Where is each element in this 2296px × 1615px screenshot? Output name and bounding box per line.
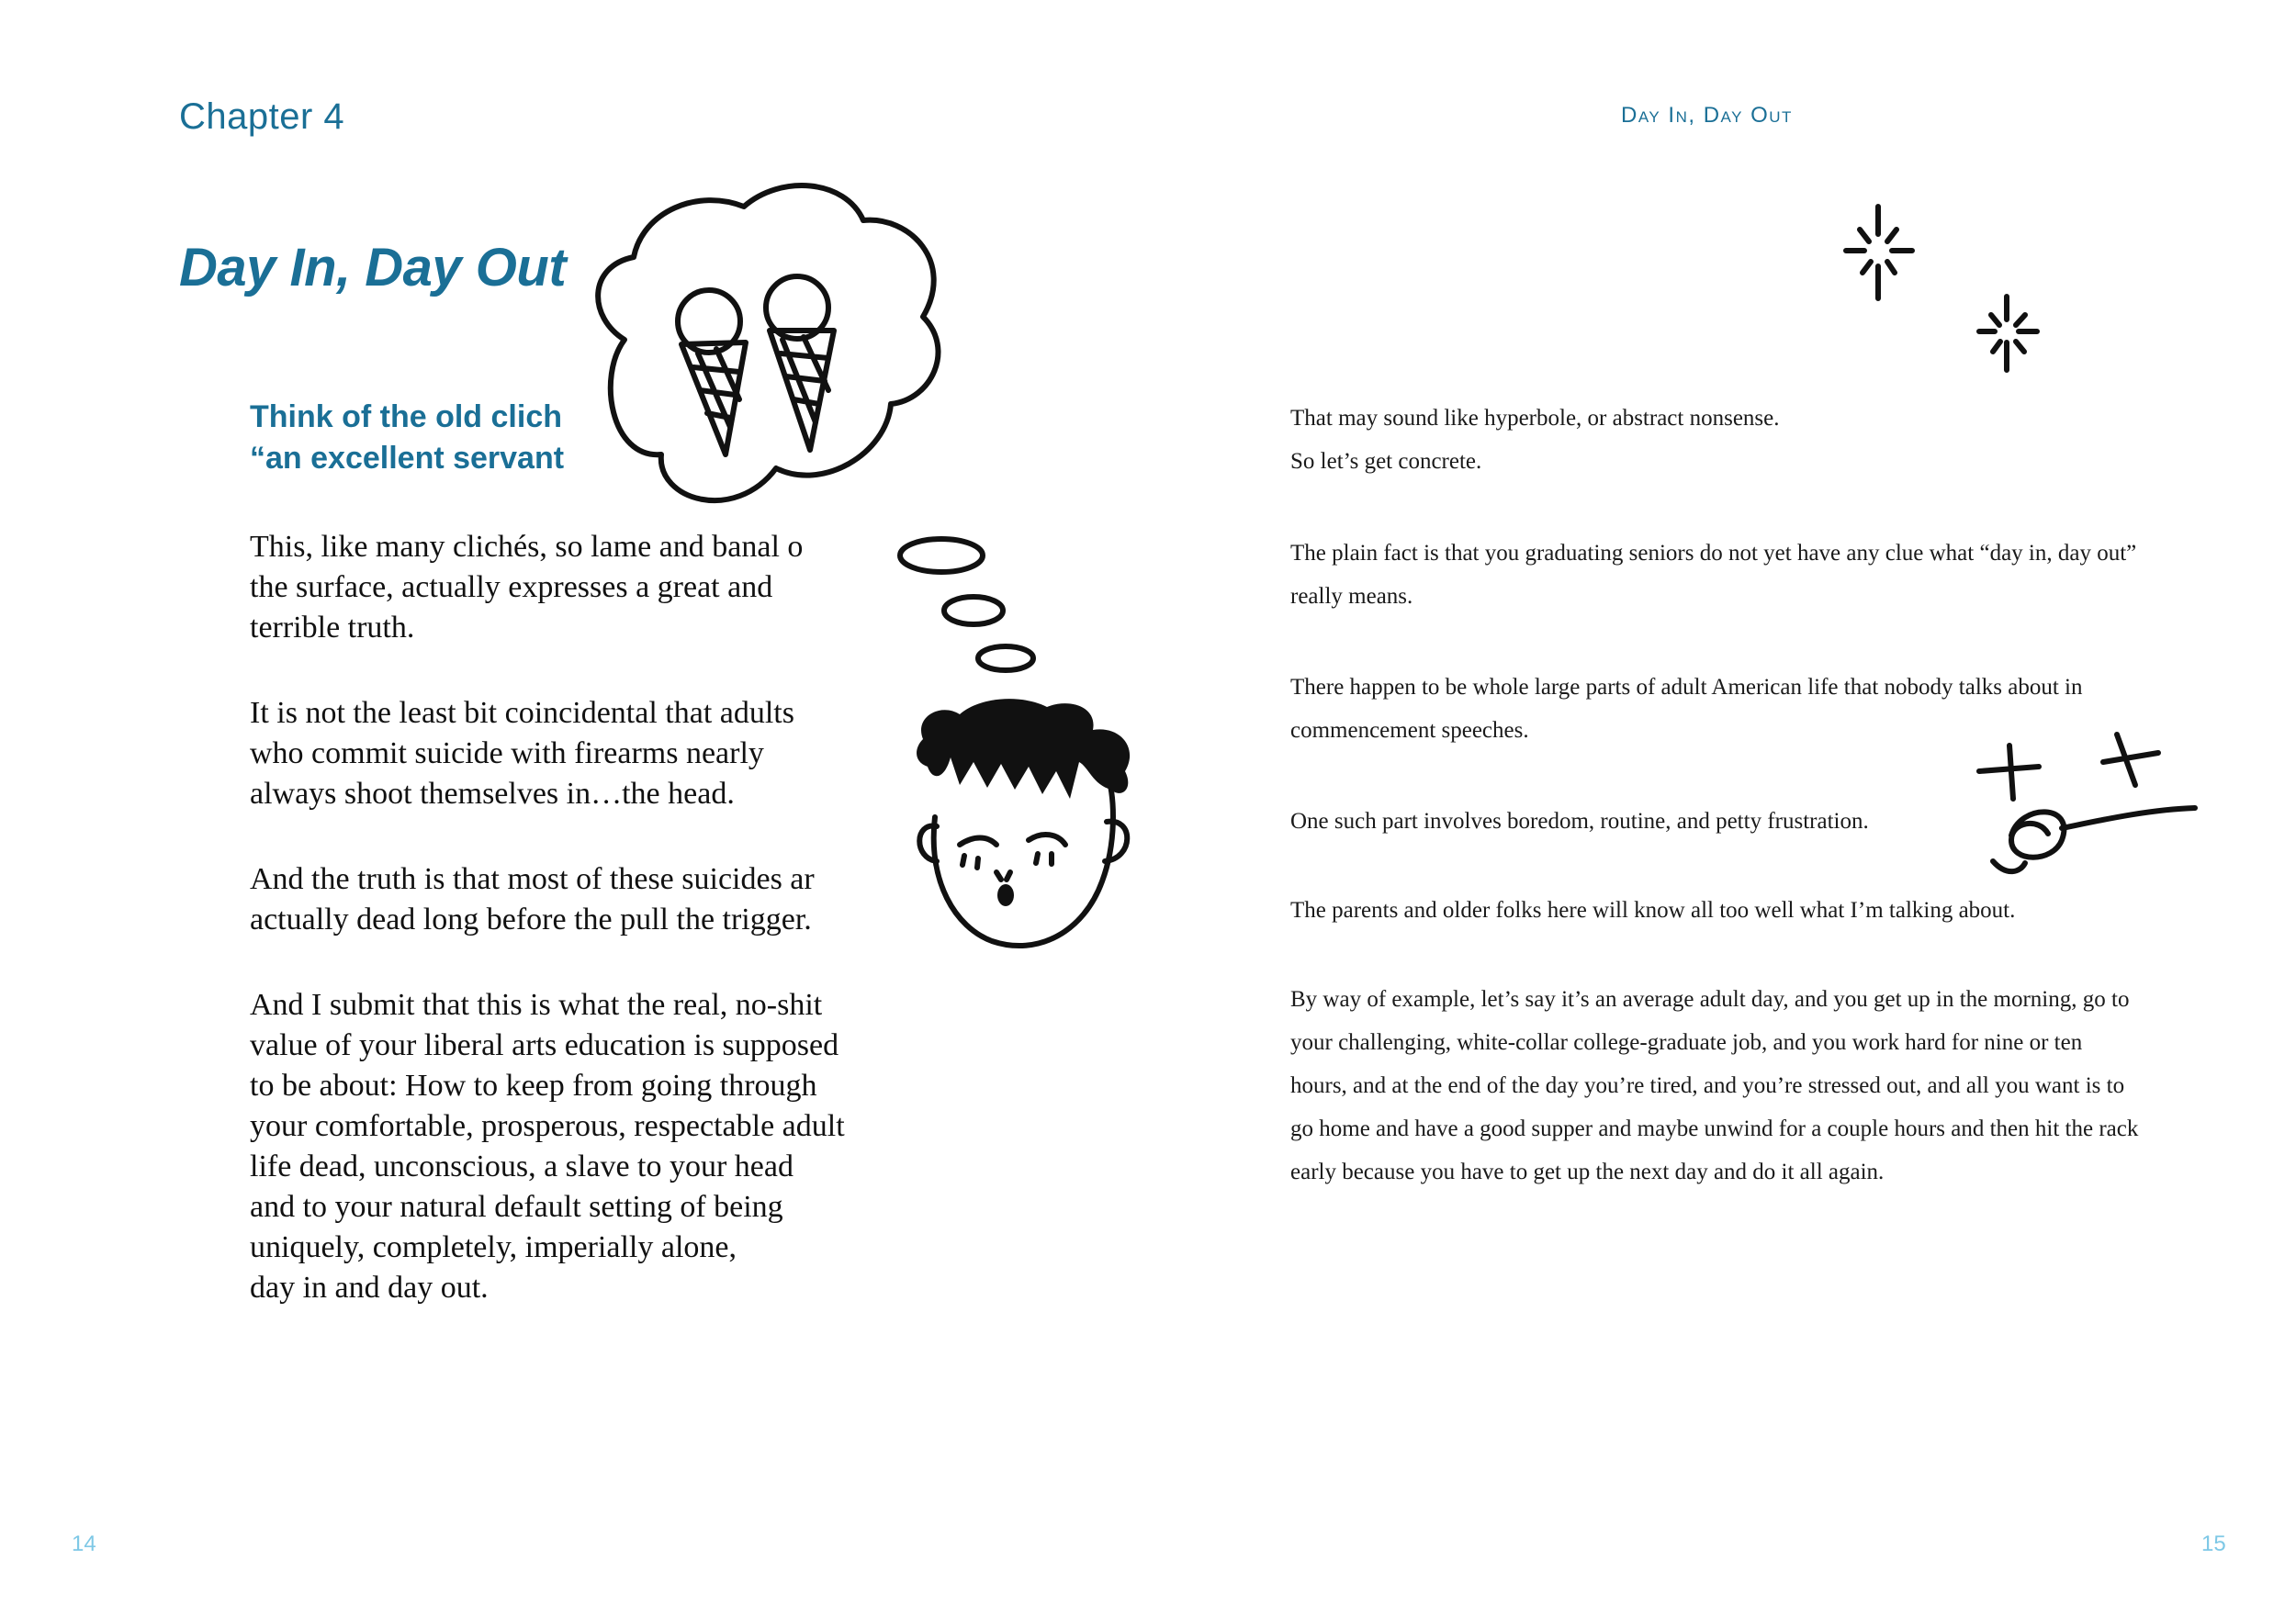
body-paragraph	[250, 859, 913, 940]
page-number: 14	[72, 1531, 96, 1556]
sparkle-icon	[1975, 292, 2043, 375]
body-paragraph	[250, 985, 966, 1308]
text-line: And I submit that this is what the real, no-shit	[250, 988, 823, 1022]
text-line: to be about: How to keep from going through	[250, 1069, 817, 1103]
right-page	[1148, 0, 2296, 1615]
running-head: Day In, Day Out	[1621, 103, 1793, 128]
sparkle-icon	[1837, 197, 1919, 308]
body-paragraph: By way of example, let’s say it’s an average adult day, and you get up in the morning, go to your challenging, white-collar college-graduate job, and you work hard for nine or ten hours, and at the end of the day you’re tired, and you’re stressed out, and all you want is to go home and have a good supper and maybe unwind for a couple hours and then hit the rack early because you have to get up the next day and do it all again.	[1290, 987, 2139, 1184]
thought-bubble-dot	[900, 539, 983, 572]
thought-bubble-dot	[944, 597, 1003, 624]
page-number: 15	[2201, 1531, 2226, 1556]
text-line: who commit suicide with firearms nearly	[250, 736, 764, 770]
dizzy-face-icon	[1975, 725, 2213, 886]
text-line: day in and day out.	[250, 1271, 489, 1305]
ice-cream-cone-icon	[678, 290, 746, 454]
text-line: uniquely, completely, imperially alone,	[250, 1230, 737, 1264]
body-paragraph: The parents and older folks here will know all too well what I’m talking about.	[1290, 898, 2016, 923]
body-paragraph	[250, 693, 911, 814]
daydreaming-boy-illustration	[909, 698, 1148, 955]
subtitle-line: “an excellent servant	[250, 441, 565, 476]
subtitle-line: Think of the old clich	[250, 399, 562, 434]
ice-cream-cone-icon	[766, 276, 834, 450]
thought-bubble-dot	[978, 646, 1033, 670]
text-line: always shoot themselves in…the head.	[250, 777, 735, 811]
hair	[917, 699, 1130, 799]
text-line: value of your liberal arts education is supposed	[250, 1028, 839, 1062]
closed-eye-left	[960, 838, 996, 846]
body-paragraph: There happen to be whole large parts of adult American life that nobody talks about in commencement speeches.	[1290, 675, 2083, 743]
thought-bubble-ice-cream-illustration	[569, 179, 1047, 675]
body-paragraph: That may sound like hyperbole, or abstract nonsense. So let’s get concrete.	[1290, 406, 1780, 474]
text-line: It is not the least bit coincidental that adults	[250, 696, 794, 730]
chapter-subtitle	[250, 397, 599, 479]
text-line: And the truth is that most of these suicides ar	[250, 862, 815, 896]
text-line: your comfortable, prosperous, respectable adult	[250, 1109, 845, 1143]
body-paragraph: The plain fact is that you graduating seniors do not yet have any clue what “day in, day out” really means.	[1290, 541, 2137, 609]
closed-eye-right	[1029, 835, 1065, 845]
face-outline	[934, 771, 1113, 946]
text-line: and to your natural default setting of being	[250, 1190, 783, 1224]
text-line: This, like many clichés, so lame and banal o	[250, 530, 804, 564]
text-line: the surface, actually expresses a great and	[250, 570, 773, 604]
mouth	[997, 884, 1014, 906]
chapter-label: Chapter 4	[179, 96, 345, 137]
chapter-title: Day In, Day Out	[179, 238, 567, 297]
body-paragraph: One such part involves boredom, routine, and petty frustration.	[1290, 809, 1869, 834]
text-line: terrible truth.	[250, 611, 415, 645]
text-line: actually dead long before the pull the trigger.	[250, 903, 812, 936]
thought-cloud-outline	[598, 185, 938, 500]
text-line: life dead, unconscious, a slave to your head	[250, 1150, 793, 1183]
